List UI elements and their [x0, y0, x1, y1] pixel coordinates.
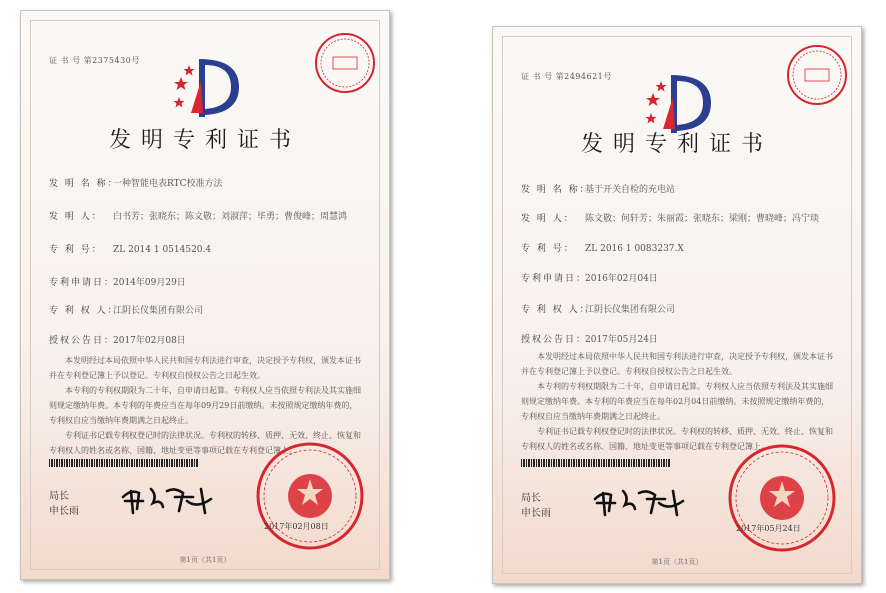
- body-paragraph: 本专利的专利权期限为二十年，自申请日起算。专利权人应当依照专利法及其实施细则规定缴纳年费。本专利的年费应当在每年09月29日前缴纳。未按照规定缴纳年费的，专利权自应当缴纳年费期满之日起终止。: [49, 386, 361, 425]
- director-name: 申长雨: [49, 506, 79, 517]
- page-number: 第1页（共1页）: [179, 556, 231, 564]
- director-signature-icon: [589, 481, 699, 521]
- official-seal-icon: [255, 441, 365, 551]
- field-label: 发 明 人：: [49, 212, 103, 222]
- field-patentee: [49, 303, 365, 316]
- field-value: 陈文敬；何轩芳；朱丽霞；张晓东；梁刚；曹晓峰；冯宁琰: [585, 214, 820, 224]
- body-paragraph: 本专利的专利权期限为二十年，自申请日起算。专利权人应当依照专利法及其实施细则规定缴纳年费。本专利的年费应当在每年02月04日前缴纳。未按照规定缴纳年费的，专利权自应当缴纳年费期满之日起终止。: [521, 382, 833, 421]
- field-label: 发 明 名 称：: [521, 185, 591, 195]
- director-signature-icon: [117, 479, 227, 519]
- seal-date: 2017年02月08日: [264, 522, 329, 531]
- patent-certificate-right: [492, 26, 862, 584]
- top-seal-icon: [313, 31, 377, 95]
- field-application-date: [49, 275, 365, 288]
- field-value: ZL 2014 1 0514520.4: [113, 245, 212, 255]
- field-invention-name: [521, 182, 837, 195]
- certificate-title: 发明专利证书: [580, 132, 773, 157]
- field-label: 发 明 人：: [521, 214, 575, 224]
- field-label: 专 利 号：: [49, 245, 103, 255]
- field-label: 专 利 权 人：: [49, 306, 119, 316]
- field-value: 一种智能电表RTC校准方法: [113, 179, 223, 189]
- field-label: 专利申请日：: [49, 278, 116, 288]
- barcode: [521, 459, 671, 467]
- director-label: 局长: [49, 491, 69, 502]
- field-label: 授权公告日：: [49, 336, 116, 346]
- field-label: 专利申请日：: [521, 274, 588, 284]
- page-number: 第1页（共1页）: [651, 558, 703, 566]
- field-value: 2016年02月04日: [585, 274, 658, 284]
- field-inventors: [49, 209, 365, 222]
- field-invention-name: [49, 176, 365, 189]
- field-value: 2017年05月24日: [585, 335, 658, 345]
- field-application-date: [521, 271, 837, 284]
- patent-certificate-left: [20, 10, 390, 580]
- field-label: 专 利 权 人：: [521, 305, 591, 315]
- field-label: 专 利 号：: [521, 244, 575, 254]
- field-value: 2014年09月29日: [113, 278, 186, 288]
- field-label: 授权公告日：: [521, 335, 588, 345]
- top-seal-icon: [785, 43, 849, 107]
- director-title: [521, 491, 551, 521]
- field-inventors: [521, 211, 837, 224]
- field-grant-date: [49, 333, 365, 346]
- director-title: [49, 489, 79, 519]
- field-patent-number: [49, 242, 365, 255]
- field-value: 2017年02月08日: [113, 336, 186, 346]
- field-patent-number: [521, 241, 837, 254]
- certificate-number: 证 书 号 第2494621号: [521, 72, 612, 81]
- field-value: 白书芳；张晓东；陈文敬；刘淑萍；毕勇；曹俊峰；周慧鸿: [113, 212, 348, 222]
- certificate-title: 发明专利证书: [108, 128, 301, 153]
- field-value: 江阴长仪集团有限公司: [113, 306, 204, 316]
- certificate-number: 证 书 号 第2375430号: [49, 56, 140, 65]
- field-patentee: [521, 302, 837, 315]
- barcode: [49, 459, 199, 467]
- field-grant-date: [521, 332, 837, 345]
- field-label: 发 明 名 称：: [49, 179, 119, 189]
- certificate-body-text: [521, 349, 837, 454]
- field-value: 江阴长仪集团有限公司: [585, 305, 676, 315]
- cnipa-emblem-icon: [169, 51, 241, 125]
- body-paragraph: 专利证书记载专利权登记时的法律状况。专利权的转移、质押、无效、终止、恢复和专利权人的姓名或名称、国籍、地址变更等事项记载在专利登记簿上。: [521, 427, 833, 451]
- director-name: 申长雨: [521, 508, 551, 519]
- field-value: 基于开关自检的充电站: [585, 185, 676, 195]
- body-paragraph: 本发明经过本局依照中华人民共和国专利法进行审查，决定授予专利权，颁发本证书并在专利登记簿上予以登记。专利权自授权公告之日起生效。: [49, 356, 361, 380]
- body-paragraph: 本发明经过本局依照中华人民共和国专利法进行审查，决定授予专利权，颁发本证书并在专利登记簿上予以登记。专利权自授权公告之日起生效。: [521, 352, 833, 376]
- seal-date: 2017年05月24日: [736, 524, 801, 533]
- body-paragraph: 专利证书记载专利权登记时的法律状况。专利权的转移、质押、无效、终止、恢复和专利权人的姓名或名称、国籍、地址变更等事项记载在专利登记簿上。: [49, 431, 361, 455]
- field-value: ZL 2016 1 0083237.X: [585, 244, 684, 254]
- director-label: 局长: [521, 493, 541, 504]
- official-seal-icon: [727, 443, 837, 553]
